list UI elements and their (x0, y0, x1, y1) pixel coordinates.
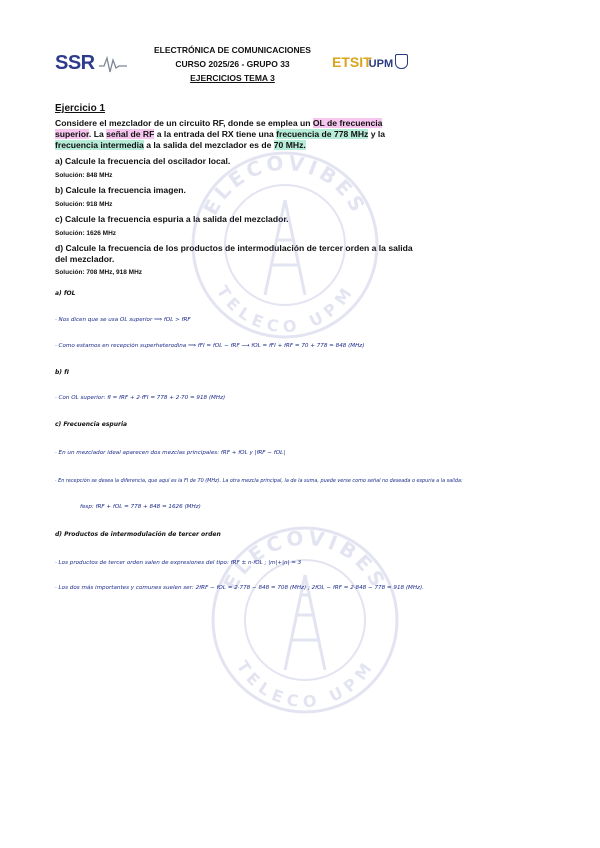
watermark-text-bottom: TELECO UPM (212, 282, 358, 337)
watermark-text-bottom: TELECO UPM (232, 657, 378, 712)
note-a-line-1: · Nos dicen que se usa OL superior ⟹ fOL > fRF (55, 317, 191, 323)
watermark-logo-bottom (205, 520, 405, 720)
statement-text: a la salida del mezclador es de (143, 140, 274, 150)
etsit-upm-logo (332, 54, 408, 70)
exercise-title: Ejercicio 1 (55, 103, 106, 114)
question-c: c) Calcule la frecuencia espuria a la salida del mezclador. (55, 214, 289, 224)
statement-text: . La (88, 129, 107, 139)
header-title-block (135, 43, 330, 85)
note-a-line-2: · Como estamos en recepción superheterodina ⟹ fFI = fOL − fRF ⟶ fOL = fFI + fRF = 70 + 778 = 848 (MHz) (55, 343, 365, 349)
note-b-heading: b) fI (55, 369, 69, 376)
question-a: a) Calcule la frecuencia del oscilador local. (55, 156, 231, 166)
header-course-group: CURSO 2025/26 - GRUPO 33 (175, 59, 290, 69)
question-d: d) Calcule la frecuencia de los productos de intermodulación de tercer orden a la salida del mezclador. (55, 243, 413, 264)
svg-text:TELECO UPM (213, 282, 357, 336)
note-c-heading: c) Frecuencia espuria (55, 421, 128, 428)
highlight-ol: OL de frecuencia superior (55, 118, 383, 139)
header-course-name: ELECTRÓNICA DE COMUNICACIONES (154, 45, 311, 55)
statement-text: y la (368, 129, 386, 139)
note-d-heading: d) Productos de intermodulación de tercer orden (55, 531, 221, 538)
highlight-rf: señal de RF (106, 129, 155, 139)
document-header (55, 40, 410, 92)
note-d-line-2: · Los dos más importantes y comunes suelen ser: 2fRF − fOL = 2·778 − 848 = 708 (MHz) ; 2fOL − fRF = 2·848 − 778 = 918 (MHz). (55, 585, 424, 591)
note-c-line-1: · En un mezclador ideal aparecen dos mezclas principales: fRF + fOL y |fRF − fOL| (55, 450, 286, 456)
ssr-logo (55, 52, 95, 75)
solution-b: Solución: 918 MHz (55, 201, 113, 208)
highlight-rf-freq: frecuencia de 778 MHz (276, 129, 369, 139)
svg-text:TELECO UPM (233, 657, 377, 711)
note-c-line-3: fesp: fRF + fOL = 778 + 848 = 1626 (MHz) (80, 504, 201, 510)
exercise-statement (55, 118, 413, 151)
solution-c: Solución: 1626 MHz (55, 230, 117, 237)
note-a-heading: a) fOL (55, 290, 76, 297)
signal-wave-icon (99, 54, 127, 74)
statement-text: Considere el mezclador de un circuito RF, donde se emplea un (55, 118, 313, 128)
header-exercise-set: EJERCICIOS TEMA 3 (190, 73, 275, 83)
note-d-line-1: · Los productos de tercer orden salen de expresiones del tipo: fRF ± n·fOL ; |m|+|n| = 3 (55, 560, 302, 566)
watermark-text-top: ELECOVIBES (198, 150, 372, 220)
note-b-line-1: · Con OL superior: fI = fRF + 2·fFI = 778 + 2·70 = 918 (MHz) (55, 395, 226, 401)
solution-d: Solución: 708 MHz, 918 MHz (55, 269, 143, 276)
crest-icon (395, 54, 408, 69)
statement-text: a la entrada del RX tiene una (154, 129, 277, 139)
highlight-if-freq: 70 MHz. (273, 140, 306, 150)
upm-logo-text: UPM (368, 58, 394, 70)
highlight-if: frecuencia intermedia (55, 140, 144, 150)
watermark-text-top: ELECOVIBES (218, 525, 392, 595)
note-c-line-2: · En recepción se desea la diferencia, que aquí es la FI de 70 (MHz). La otra mezcla principal, la de la suma, puede verse como señal no deseada o espuria a la salida: (55, 478, 463, 484)
etsit-logo-text: ETSIT (332, 54, 372, 70)
question-b: b) Calcule la frecuencia imagen. (55, 185, 186, 195)
solution-a: Solución: 848 MHz (55, 172, 113, 179)
ssr-logo-text: SSR (55, 52, 95, 74)
